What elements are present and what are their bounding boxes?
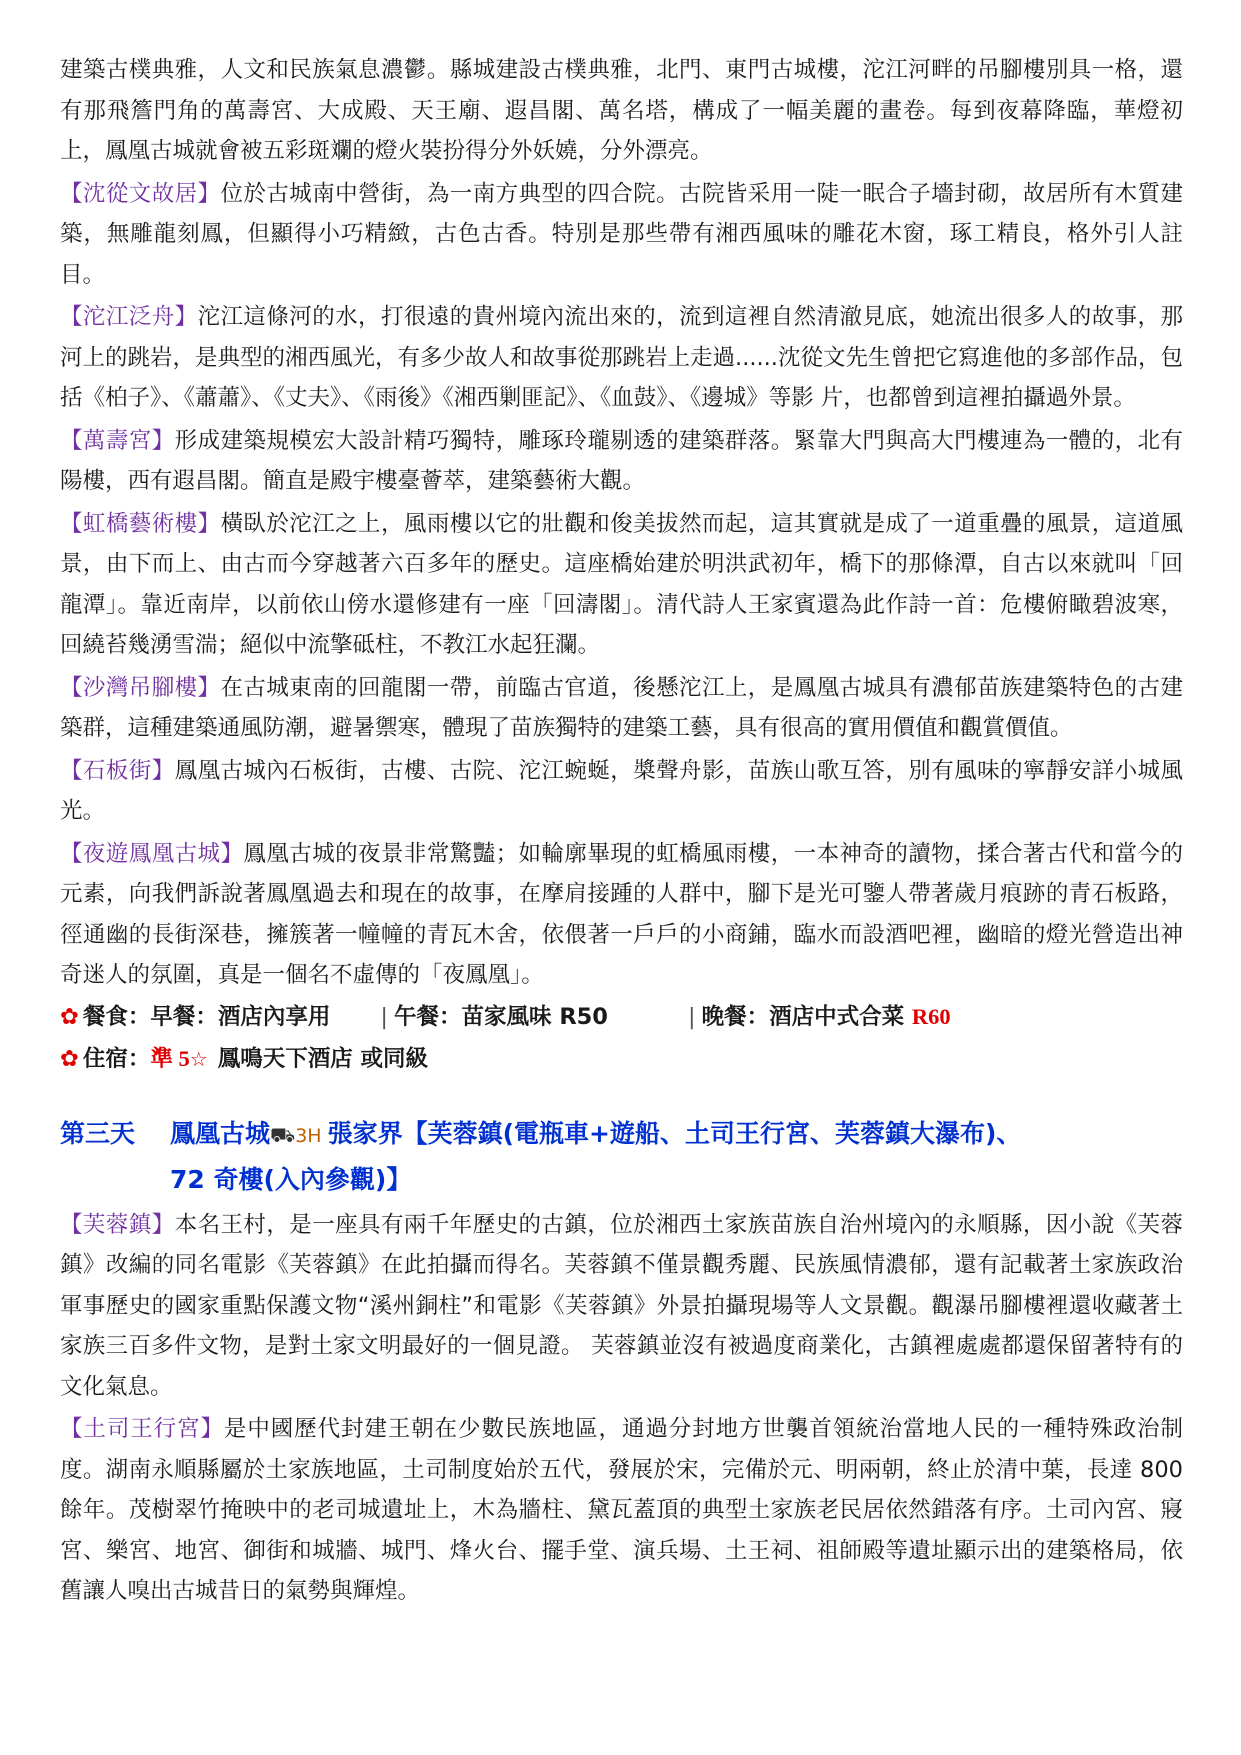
route-from: 鳳凰古城: [170, 1118, 271, 1148]
section-term: 【芙蓉鎮】: [60, 1211, 175, 1238]
meal-separator: |: [687, 1003, 696, 1030]
section-text: 位於古城南中營街，為一南方典型的四合院。古院皆采用一陡一眠合子墻封砌，故居所有木質建築，無雕龍刻鳳，但顯得小巧精緻，古色古香。特別是那些帶有湘西風味的雕花木窗，琢工精良，格外引人註目。: [60, 180, 1183, 288]
section-term: 【虹橋藝術樓】: [60, 510, 221, 537]
section-text: 鳳凰古城的夜景非常驚豔；如輪廓畢現的虹橋風雨樓，一本神奇的讀物，揉合著古代和當今的元素，向我們訴說著鳳凰過去和現在的故事，在摩肩接踵的人群中，腳下是光可鑒人帶著歲月痕跡的青石板路，徑通幽的長街深巷，擁簇著一幢幢的青瓦木舍，依偎著一戶戶的小商鋪，臨水而設酒吧裡，幽暗的燈光營造出神奇迷人的氛圍，真是一個名不虛傳的「夜鳳凰」。: [60, 840, 1183, 988]
intro-text: 建築古樸典雅，人文和民族氣息濃鬱。縣城建設古樸典雅，北門、東門古城樓，沱江河畔的吊腳樓別具一格，還有那飛簷門角的萬壽宮、大成殿、天王廟、遐昌閣、萬名塔，構成了一幅美麗的畫卷。每到夜幕降臨，華燈初上，鳳凰古城就會被五彩斑斕的燈火裝扮得分外妖嬈，分外漂亮。: [60, 57, 1183, 164]
section-term: 【土司王行宮】: [60, 1416, 224, 1442]
section-text: 鳳凰古城內石板街，古樓、古院、沱江蜿蜒，槳聲舟影，苗族山歌互答，別有風味的寧靜安詳小城風光。: [60, 757, 1183, 824]
section-night-tour: [60, 834, 1183, 996]
flower-icon: ✿: [60, 1045, 79, 1072]
lunch-price: R50: [559, 1003, 608, 1030]
section-wanshou-palace: [60, 421, 1183, 502]
hotel-grade: 準 5: [150, 1045, 190, 1071]
star-icon: ☆: [189, 1046, 208, 1071]
travel-hours: 3H: [295, 1124, 322, 1147]
lunch-label: 午餐：苗家風味: [393, 1003, 560, 1030]
section-term: 【萬壽宮】: [60, 427, 175, 454]
section-text: 本名王村，是一座具有兩千年歷史的古鎮，位於湘西土家族苗族自治州境內的永順縣，因小說《芙蓉鎮》改編的同名電影《芙蓉鎮》在此拍攝而得名。芙蓉鎮不僅景觀秀麗、民族風情濃郁，還有記載著土家族政治軍事歷史的國家重點保護文物“溪州銅柱”和電影《芙蓉鎮》外景拍攝現場等人文景觀。觀瀑吊腳樓裡還收藏著土家族三百多件文物，是對土家文明最好的一個見證。 芙蓉鎮並沒有被過度商業化，古鎮裡處處都還保留著特有的文化氣息。: [60, 1211, 1183, 1400]
meals-prefix: 餐食：: [82, 1003, 151, 1030]
day-three-heading: [60, 1112, 1183, 1201]
flower-icon: ✿: [60, 1003, 79, 1030]
day-label: 第三天: [60, 1118, 136, 1148]
section-tusi-palace: [60, 1409, 1183, 1612]
section-furong-town: [60, 1205, 1183, 1408]
hotel-prefix: 住宿：: [82, 1045, 151, 1072]
meal-separator: |: [380, 1003, 388, 1030]
hotel-name: 鳳鳴天下酒店 或同級: [217, 1045, 429, 1072]
section-text: 在古城東南的回龍閣一帶，前臨古官道，後懸沱江上，是鳳凰古城具有濃郁苗族建築特色的古建築群，這種建築通風防潮，避暑禦寒，體現了苗族獨特的建築工藝，具有很高的實用價值和觀賞價值。: [60, 674, 1183, 741]
meals-line: [60, 996, 1183, 1038]
section-shawan-stilt-houses: [60, 668, 1183, 749]
section-rainbow-bridge: [60, 504, 1183, 666]
route-to-line2: 72 奇樓(入內參觀)】: [170, 1164, 412, 1194]
section-text: 橫臥於沱江之上，風雨樓以它的壯觀和俊美拔然而起，這其實就是成了一道重疊的風景，這道風景，由下而上、由古而今穿越著六百多年的歷史。這座橋始建於明洪武初年，橋下的那條潭，自古以來就叫「回龍潭」。靠近南岸，以前依山傍水還修建有一座「回濤閣」。清代詩人王家賓還為此作詩一首：危樓俯瞰碧波寒，回繞苔幾湧雪湍；絕似中流擎砥柱，不教江水起狂瀾。: [60, 510, 1183, 658]
section-term: 【夜遊鳳凰古城】: [60, 840, 244, 867]
section-tuojiang-boating: [60, 297, 1183, 419]
dinner-label: 晚餐：酒店中式合菜: [701, 1003, 912, 1030]
bus-icon: ⛟: [270, 1122, 296, 1147]
section-term: 【沱江泛舟】: [60, 304, 198, 330]
dinner-price: R60: [911, 1003, 951, 1029]
section-term: 【沈從文故居】: [60, 180, 221, 207]
breakfast: 早餐：酒店內享用: [150, 1003, 331, 1030]
section-term: 【沙灣吊腳樓】: [60, 674, 221, 701]
route-to-line1: 張家界【芙蓉鎮(電瓶車+遊船、土司王行宮、芙蓉鎮大瀑布)、: [327, 1118, 1022, 1148]
intro-paragraph: [60, 50, 1183, 172]
section-text: 形成建築規模宏大設計精巧獨特，雕琢玲瓏剔透的建築群落。緊靠大門與高大門樓連為一體的，北有陽樓，西有遐昌閣。簡直是殿宇樓臺薈萃，建築藝術大觀。: [60, 427, 1183, 494]
section-shen-congwen-residence: [60, 174, 1183, 296]
section-term: 【石板街】: [60, 757, 175, 784]
section-stone-street: [60, 751, 1183, 832]
section-text: 沱江這條河的水，打很遠的貴州境內流出來的，流到這裡自然清澈見底，她流出很多人的故事，那河上的跳岩，是典型的湘西風光，有多少故人和故事從那跳岩上走過......沈從文先生曾把它寫進他的多部作品，包括《柏子》、《蕭蕭》、《丈夫》、《雨後》《湘西剿匪記》、《血鼓》、《邊城》等影 片，也都曾到這裡拍攝過外景。: [60, 304, 1183, 411]
hotel-line: [60, 1038, 1183, 1080]
section-text: 是中國歷代封建王朝在少數民族地區，通過分封地方世襲首領統治當地人民的一種特殊政治制度。湖南永順縣屬於土家族地區，土司制度始於五代，發展於宋，完備於元、明兩朝，終止於清中葉，長達 800 餘年。茂樹翠竹掩映中的老司城遺址上，木為牆柱、黛瓦蓋頂的典型土家族老民居依然錯落有序。土司內宮、寢宮、樂宮、地宮、御街和城牆、城門、烽火台、擺手堂、演兵場、土王祠、祖師殿等遺址顯示出的建築格局，依舊讓人嗅出古城昔日的氣勢與輝煌。: [60, 1416, 1183, 1604]
